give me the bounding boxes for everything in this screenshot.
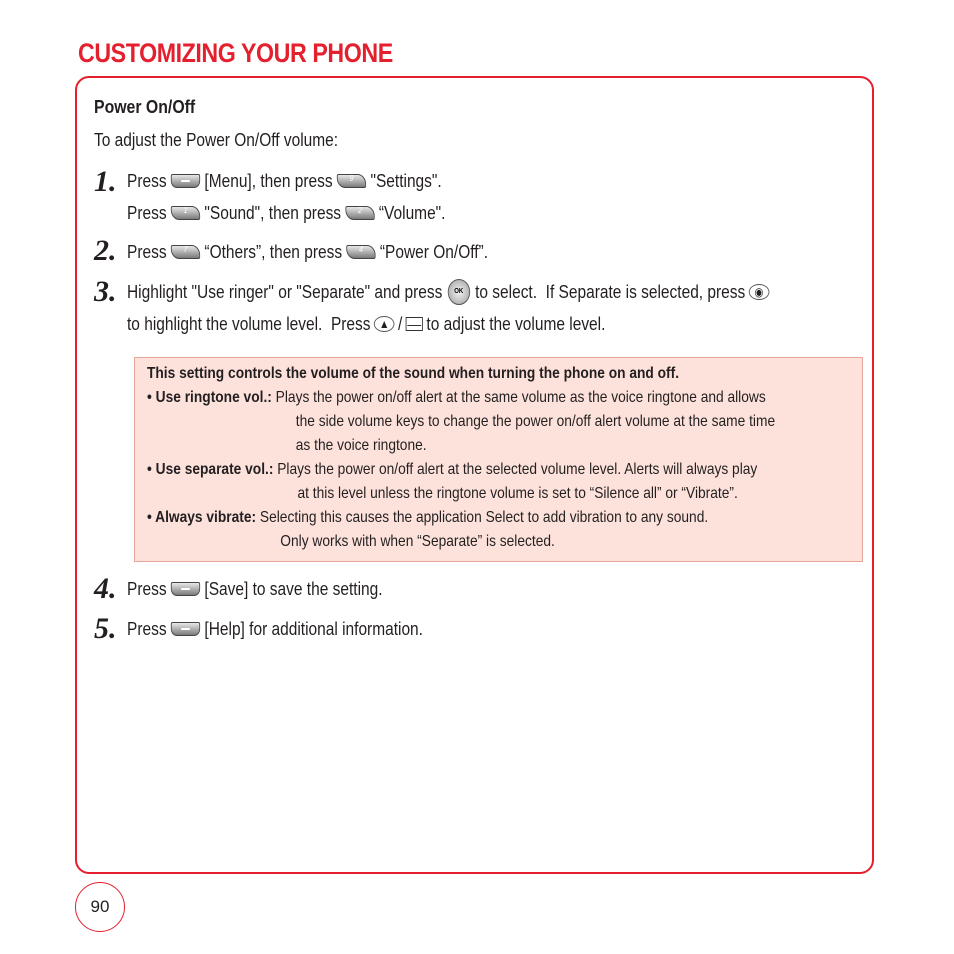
step-1-text: Press [127, 170, 167, 191]
key-9-icon: 9 [337, 174, 366, 188]
key-1-icon: 1 [171, 206, 200, 220]
step-1-line-1 [127, 168, 442, 194]
step-3-line-2 [127, 311, 605, 337]
step-3-text: Highlight "Use ringer" or "Separate" and press [127, 281, 443, 302]
note-item-line: Plays the power on/off alert at the selected volume level. Alerts will always play [277, 461, 758, 478]
step-4-text: [Save] to save the setting. [204, 578, 383, 599]
note-item-line: as the voice ringtone. [295, 437, 427, 454]
note-item-label: • Always vibrate: [147, 509, 257, 526]
step-1-text: [Menu], then press [204, 170, 333, 191]
step-5-text: [Help] for additional information. [204, 618, 423, 639]
step-5-line [127, 616, 423, 642]
page-title: CUSTOMIZING YOUR PHONE [78, 38, 393, 68]
step-1-text: “Volume". [378, 202, 446, 223]
note-item-line: Only works with when “Separate” is selected. [280, 533, 555, 550]
note-item-line: Selecting this causes the application Select to add vibration to any sound. [259, 509, 709, 526]
section-heading: Power On/Off [94, 97, 196, 117]
step-3-text: to adjust the volume level. [426, 313, 606, 334]
navigation-key-icon: ◉ [749, 284, 770, 300]
note-item-line: at this level unless the ringtone volume is set to “Silence all” or “Vibrate”. [297, 485, 738, 502]
note-intro: This setting controls the volume of the sound when turning the phone on and off. [147, 365, 680, 382]
step-1-line-2 [127, 200, 445, 226]
step-1-number: 1. [94, 165, 117, 198]
step-1-text: Press [127, 202, 167, 223]
note-item-line: the side volume keys to change the power on/off alert volume at the same time [295, 413, 776, 430]
step-4-line [127, 576, 383, 602]
step-3-line-1 [127, 279, 773, 305]
step-1-text: "Sound", then press [204, 202, 342, 223]
step-3-text: to highlight the volume level. Press [127, 313, 371, 334]
key-4-icon: 4 [346, 245, 375, 259]
page-number: 90 [75, 882, 125, 932]
envelope-key-icon [406, 317, 423, 331]
step-3-text: / [398, 313, 403, 334]
left-softkey-icon [171, 174, 200, 188]
key-7-icon: 7 [171, 245, 200, 259]
key-2-icon: 2 [345, 206, 374, 220]
step-2-number: 2. [94, 234, 117, 267]
step-1-text: "Settings". [370, 170, 442, 191]
left-softkey-icon [171, 582, 200, 596]
note-text [147, 362, 775, 554]
volume-up-key-icon: ▲ [374, 316, 395, 332]
step-4-number: 4. [94, 572, 117, 605]
step-5-text: Press [127, 618, 167, 639]
step-2-text: “Others”, then press [204, 241, 343, 262]
note-item-line: Plays the power on/off alert at the same volume as the voice ringtone and allows [275, 389, 766, 406]
step-5-number: 5. [94, 612, 117, 645]
step-3-number: 3. [94, 275, 117, 308]
note-item-label: • Use ringtone vol.: [147, 389, 272, 406]
intro-text: To adjust the Power On/Off volume: [94, 130, 339, 150]
note-box [134, 357, 863, 562]
note-item-label: • Use separate vol.: [147, 461, 274, 478]
step-2-text: Press [127, 241, 167, 262]
right-softkey-icon [171, 622, 200, 636]
step-3-text: to select. If Separate is selected, press [475, 281, 746, 302]
step-4-text: Press [127, 578, 167, 599]
ok-key-icon: OK [448, 279, 470, 305]
step-2-line [127, 239, 488, 265]
step-2-text: “Power On/Off”. [379, 241, 489, 262]
